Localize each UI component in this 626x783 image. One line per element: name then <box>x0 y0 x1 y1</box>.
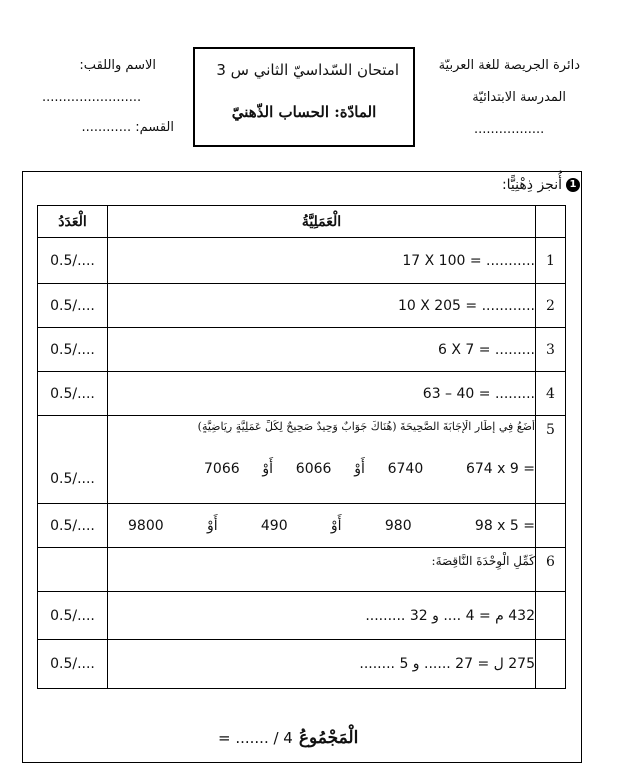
choice-option: 6066 <box>295 461 332 477</box>
row-number: 3 <box>536 328 566 372</box>
choice-line-1 <box>108 461 535 477</box>
number-one-icon: 1 <box>566 178 580 192</box>
table-row <box>38 328 566 372</box>
total-line <box>218 728 358 748</box>
table-row <box>38 284 566 328</box>
choice-instruction: أَضَعُ فِي إِطَارِ الْإِجَابَةَ الصَّحِيحَةَ (هُنَاكَ جَوَابٌ وَحِيدٌ صَحِيحٌ لِكُلِّ عَمَلِيَّةٍ رِيَاضِيَّةٍ) <box>197 420 535 433</box>
table-row <box>38 592 566 640</box>
district-label: دائرة الجريصة للغة العربيّة <box>438 58 580 73</box>
choice-option: 7066 <box>204 461 240 477</box>
or-word: أَوْ <box>330 517 342 534</box>
score-cell: 0.5/.... <box>38 504 108 548</box>
exercise-title-text: أُنجز ذِهْنِيًّا: <box>501 177 562 193</box>
row-number: 1 <box>536 238 566 284</box>
exam-title: امتحان السّداسيّ الثاني س 3 <box>216 61 399 79</box>
operation-text: 63 – 40 = ......... <box>422 385 535 402</box>
school-dots: ................. <box>474 122 545 137</box>
table-row <box>38 504 566 548</box>
row-number: 2 <box>536 284 566 328</box>
table-row <box>38 548 566 592</box>
units-question: 432 م = 4 .... و 32 ......... <box>108 592 536 640</box>
table-row <box>38 640 566 689</box>
units-question: 275 ل = 27 ...... و 5 ........ <box>108 640 536 689</box>
choice-line-2 <box>108 518 535 534</box>
name-dots: ........................ <box>42 90 142 105</box>
subject-title: المادّة: الحساب الذّهنيّ <box>231 103 377 121</box>
score-cell: 0.5/.... <box>38 640 108 689</box>
choice-option: 9800 <box>128 517 164 534</box>
table-header-row <box>38 206 566 238</box>
score-cell: 0.5/.... <box>38 238 108 284</box>
or-word: أَوْ <box>354 461 365 477</box>
score-cell: 0.5/.... <box>38 284 108 328</box>
or-word: أَوْ <box>262 461 274 477</box>
row-number: 5 <box>536 416 566 504</box>
header-operation: الْعَمَلِيَّةُ <box>108 206 536 238</box>
name-label: الاسم واللقب: <box>79 58 156 73</box>
units-instruction: كَمِّلِ الْوِحْدَةَ النَّاقِصَةَ: <box>431 554 535 568</box>
table-row <box>38 238 566 284</box>
choice-option: 6740 <box>387 461 424 477</box>
operation-text: 6 X 7 = ......... <box>438 341 535 358</box>
section-label: القسم: ............ <box>81 120 174 135</box>
total-value: = ....... / 4 <box>218 729 293 747</box>
operation-text: 10 X 205 = ............ <box>397 297 535 314</box>
choice-expression: 98 x 5 = <box>474 517 535 534</box>
score-cell: 0.5/.... <box>38 592 108 640</box>
choice-option: 980 <box>384 517 412 534</box>
choice-option: 490 <box>260 517 288 534</box>
row-number: 4 <box>536 372 566 416</box>
header-score: الْعَدَدُ <box>38 206 108 238</box>
operations-table <box>37 205 566 689</box>
title-box <box>193 47 415 147</box>
exercise-title <box>502 177 580 193</box>
total-label: الْمَجْمُوعُ <box>298 728 359 748</box>
score-cell: 0.5/.... <box>38 328 108 372</box>
or-word: أَوْ <box>206 517 218 534</box>
choice-expression: 674 x 9 = <box>465 461 535 477</box>
table-row <box>38 372 566 416</box>
school-label: المدرسة الابتدائيّة <box>472 90 566 105</box>
score-cell: 0.5/.... <box>38 372 108 416</box>
score-cell: 0.5/.... <box>38 416 108 504</box>
operation-text: 17 X 100 = ........... <box>402 252 535 269</box>
table-row <box>38 416 566 504</box>
row-number: 6 <box>536 548 566 592</box>
